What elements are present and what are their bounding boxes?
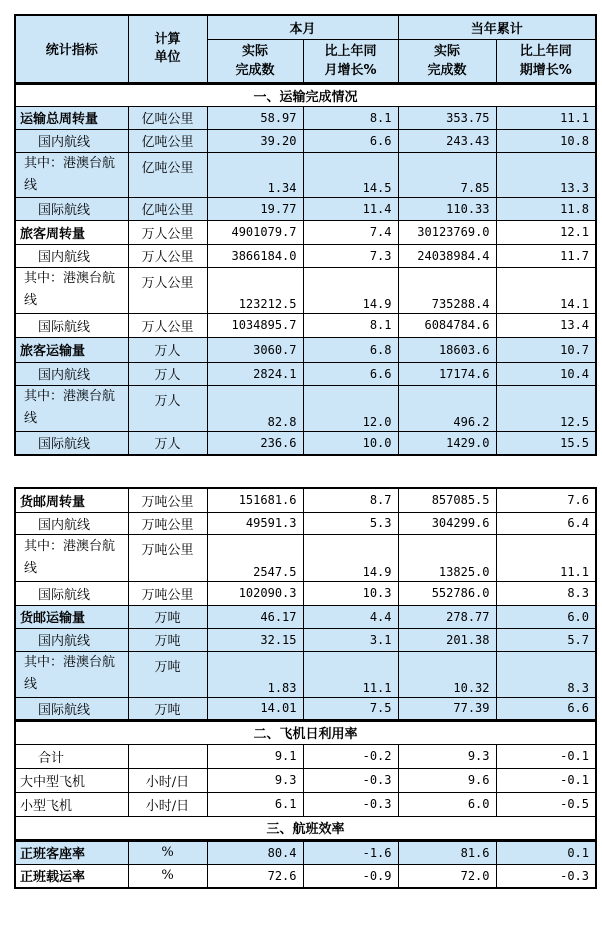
row-label: 正班载运率: [15, 864, 128, 888]
row-unit: 万人: [128, 337, 207, 362]
year-growth: 8.3: [496, 651, 596, 697]
year-actual: 17174.6: [398, 362, 496, 385]
header-unit: [128, 15, 207, 83]
header-year-actual: [398, 39, 496, 83]
month-growth: 6.6: [303, 362, 398, 385]
month-actual: 32.15: [207, 628, 303, 651]
header-unit-line1: 计算: [154, 31, 181, 47]
row-unit: 万人: [128, 385, 207, 431]
year-growth: 10.7: [496, 337, 596, 362]
year-growth: 6.6: [496, 697, 596, 720]
row-label: 国际航线: [15, 313, 128, 337]
row-label: 其中：港澳台航线: [15, 534, 128, 581]
row-label: 国际航线: [15, 431, 128, 455]
month-growth: -0.3: [303, 792, 398, 816]
year-growth: 10.4: [496, 362, 596, 385]
month-growth: -1.6: [303, 840, 398, 864]
header-year-growth-line2: 期增长%: [519, 62, 572, 78]
header-actual-line1: 实际: [241, 43, 268, 59]
table-row: [15, 628, 596, 651]
table-row: [15, 197, 596, 220]
month-growth: 6.8: [303, 337, 398, 362]
month-growth: -0.9: [303, 864, 398, 888]
header-year: 当年累计: [398, 15, 596, 39]
header-actual-line2: 完成数: [235, 62, 275, 78]
table-row: [15, 106, 596, 129]
header-month-growth-line1: 比上年同: [324, 43, 377, 59]
year-actual: 9.3: [398, 744, 496, 768]
year-actual: 201.38: [398, 628, 496, 651]
month-growth: 11.1: [303, 651, 398, 697]
year-actual: 552786.0: [398, 581, 496, 605]
row-unit: 亿吨公里: [128, 197, 207, 220]
month-actual: 46.17: [207, 605, 303, 628]
month-actual: 236.6: [207, 431, 303, 455]
year-growth: 6.4: [496, 512, 596, 534]
month-actual: 151681.6: [207, 488, 303, 512]
row-unit: 万吨公里: [128, 488, 207, 512]
section-title-row: [15, 720, 596, 744]
month-actual: 1.34: [207, 152, 303, 197]
header-row-1: [15, 15, 596, 39]
year-actual: 10.32: [398, 651, 496, 697]
row-unit: 万吨: [128, 651, 207, 697]
month-actual: 80.4: [207, 840, 303, 864]
year-growth: 11.1: [496, 106, 596, 129]
header-year-growth: [496, 39, 596, 83]
header-month-growth-line2: 月增长%: [324, 62, 377, 78]
row-label: 国际航线: [15, 697, 128, 720]
row-label: 运输总周转量: [15, 106, 128, 129]
month-growth: 10.0: [303, 431, 398, 455]
year-actual: 353.75: [398, 106, 496, 129]
row-unit: 万人公里: [128, 267, 207, 313]
header-month-actual: [207, 39, 303, 83]
table-row: [15, 431, 596, 455]
month-actual: 3866184.0: [207, 244, 303, 267]
row-label: 国际航线: [15, 197, 128, 220]
month-actual: 4901079.7: [207, 220, 303, 244]
row-label: 国内航线: [15, 244, 128, 267]
table-row: [15, 651, 596, 697]
row-unit: 万吨公里: [128, 581, 207, 605]
year-actual: 857085.5: [398, 488, 496, 512]
year-growth: 11.7: [496, 244, 596, 267]
year-actual: 30123769.0: [398, 220, 496, 244]
row-label: 货邮运输量: [15, 605, 128, 628]
year-actual: 13825.0: [398, 534, 496, 581]
row-label: 国内航线: [15, 628, 128, 651]
row-unit: 万人: [128, 431, 207, 455]
table-row: [15, 534, 596, 581]
section-title: 二、飞机日利用率: [15, 720, 596, 744]
row-unit: 万人: [128, 362, 207, 385]
table-row: [15, 337, 596, 362]
row-label: 国际航线: [15, 581, 128, 605]
stats-table-lower: [14, 487, 597, 889]
year-actual: 278.77: [398, 605, 496, 628]
section-title-row: [15, 816, 596, 840]
row-unit: 亿吨公里: [128, 106, 207, 129]
table-row: [15, 792, 596, 816]
table-row: [15, 512, 596, 534]
section1-title: 一、运输完成情况: [15, 83, 596, 106]
month-growth: 12.0: [303, 385, 398, 431]
month-actual: 102090.3: [207, 581, 303, 605]
row-label: 正班客座率: [15, 840, 128, 864]
month-growth: 3.1: [303, 628, 398, 651]
month-growth: 14.5: [303, 152, 398, 197]
year-growth: 15.5: [496, 431, 596, 455]
month-growth: -0.2: [303, 744, 398, 768]
month-actual: 9.1: [207, 744, 303, 768]
row-label: 其中：港澳台航线: [15, 651, 128, 697]
header-unit-line2: 单位: [154, 49, 181, 65]
year-growth: 13.4: [496, 313, 596, 337]
month-growth: 11.4: [303, 197, 398, 220]
year-actual: 81.6: [398, 840, 496, 864]
year-growth: 13.3: [496, 152, 596, 197]
year-growth: 10.8: [496, 129, 596, 152]
table-row: [15, 267, 596, 313]
header-actual-line1: 实际: [434, 43, 461, 59]
year-growth: 12.1: [496, 220, 596, 244]
row-label: 合计: [15, 744, 128, 768]
row-label: 大中型飞机: [15, 768, 128, 792]
month-growth: 8.7: [303, 488, 398, 512]
year-growth: 7.6: [496, 488, 596, 512]
month-growth: 8.1: [303, 313, 398, 337]
year-growth: 12.5: [496, 385, 596, 431]
month-actual: 1034895.7: [207, 313, 303, 337]
month-growth: -0.3: [303, 768, 398, 792]
month-actual: 3060.7: [207, 337, 303, 362]
year-actual: 72.0: [398, 864, 496, 888]
row-label: 其中：港澳台航线: [15, 267, 128, 313]
table-row: [15, 385, 596, 431]
year-growth: 5.7: [496, 628, 596, 651]
row-unit: 万吨: [128, 605, 207, 628]
month-growth: 7.3: [303, 244, 398, 267]
year-actual: 735288.4: [398, 267, 496, 313]
month-actual: 9.3: [207, 768, 303, 792]
year-actual: 243.43: [398, 129, 496, 152]
year-actual: 77.39: [398, 697, 496, 720]
month-growth: 14.9: [303, 534, 398, 581]
month-growth: 7.5: [303, 697, 398, 720]
row-label: 其中：港澳台航线: [15, 152, 128, 197]
month-actual: 6.1: [207, 792, 303, 816]
year-actual: 6084784.6: [398, 313, 496, 337]
row-label: 旅客周转量: [15, 220, 128, 244]
year-actual: 110.33: [398, 197, 496, 220]
month-actual: 49591.3: [207, 512, 303, 534]
year-growth: 11.1: [496, 534, 596, 581]
month-growth: 8.1: [303, 106, 398, 129]
row-label: 国内航线: [15, 362, 128, 385]
row-unit: 亿吨公里: [128, 152, 207, 197]
year-growth: 6.0: [496, 605, 596, 628]
month-growth: 10.3: [303, 581, 398, 605]
table-row: [15, 581, 596, 605]
table-row: [15, 362, 596, 385]
month-actual: 2824.1: [207, 362, 303, 385]
row-unit: 小时/日: [128, 792, 207, 816]
table-row: [15, 488, 596, 512]
row-unit: 万吨: [128, 697, 207, 720]
month-actual: 39.20: [207, 129, 303, 152]
month-growth: 7.4: [303, 220, 398, 244]
year-growth: -0.3: [496, 864, 596, 888]
year-actual: 9.6: [398, 768, 496, 792]
year-actual: 1429.0: [398, 431, 496, 455]
year-actual: 24038984.4: [398, 244, 496, 267]
table-row: [15, 697, 596, 720]
year-actual: 6.0: [398, 792, 496, 816]
year-actual: 18603.6: [398, 337, 496, 362]
month-growth: 4.4: [303, 605, 398, 628]
month-actual: 82.8: [207, 385, 303, 431]
row-label: 其中：港澳台航线: [15, 385, 128, 431]
month-actual: 19.77: [207, 197, 303, 220]
header-indicator: 统计指标: [15, 15, 128, 83]
month-actual: 72.6: [207, 864, 303, 888]
table-row: [15, 840, 596, 864]
table-body-lower: [15, 488, 596, 888]
section-title-row: [15, 83, 596, 106]
table-row: [15, 129, 596, 152]
year-growth: 0.1: [496, 840, 596, 864]
table-row: [15, 244, 596, 267]
month-actual: 2547.5: [207, 534, 303, 581]
row-unit: %: [128, 840, 207, 864]
row-unit: 万吨公里: [128, 512, 207, 534]
table-row: [15, 864, 596, 888]
row-label: 国内航线: [15, 129, 128, 152]
year-actual: 304299.6: [398, 512, 496, 534]
row-unit: %: [128, 864, 207, 888]
table-row: [15, 220, 596, 244]
row-unit: 小时/日: [128, 768, 207, 792]
row-unit: 亿吨公里: [128, 129, 207, 152]
table-row: [15, 605, 596, 628]
row-unit: 万人公里: [128, 313, 207, 337]
row-unit: [128, 744, 207, 768]
section-title: 三、航班效率: [15, 816, 596, 840]
row-label: 货邮周转量: [15, 488, 128, 512]
row-label: 旅客运输量: [15, 337, 128, 362]
year-growth: 14.1: [496, 267, 596, 313]
year-growth: -0.1: [496, 768, 596, 792]
table-row: [15, 313, 596, 337]
row-unit: 万吨公里: [128, 534, 207, 581]
table-body-upper: [15, 106, 596, 455]
header-month-growth: [303, 39, 398, 83]
table-row: [15, 768, 596, 792]
header-actual-line2: 完成数: [427, 62, 467, 78]
month-growth: 5.3: [303, 512, 398, 534]
year-growth: -0.5: [496, 792, 596, 816]
year-growth: -0.1: [496, 744, 596, 768]
month-actual: 123212.5: [207, 267, 303, 313]
year-growth: 8.3: [496, 581, 596, 605]
year-actual: 7.85: [398, 152, 496, 197]
month-actual: 14.01: [207, 697, 303, 720]
table-row: [15, 744, 596, 768]
month-growth: 6.6: [303, 129, 398, 152]
header-month: 本月: [207, 15, 398, 39]
row-label: 小型飞机: [15, 792, 128, 816]
table-row: [15, 152, 596, 197]
row-label: 国内航线: [15, 512, 128, 534]
month-growth: 14.9: [303, 267, 398, 313]
month-actual: 58.97: [207, 106, 303, 129]
year-growth: 11.8: [496, 197, 596, 220]
header-year-growth-line1: 比上年同: [519, 43, 572, 59]
row-unit: 万人公里: [128, 244, 207, 267]
row-unit: 万人公里: [128, 220, 207, 244]
row-unit: 万吨: [128, 628, 207, 651]
year-actual: 496.2: [398, 385, 496, 431]
month-actual: 1.83: [207, 651, 303, 697]
stats-table-upper: [14, 14, 597, 456]
